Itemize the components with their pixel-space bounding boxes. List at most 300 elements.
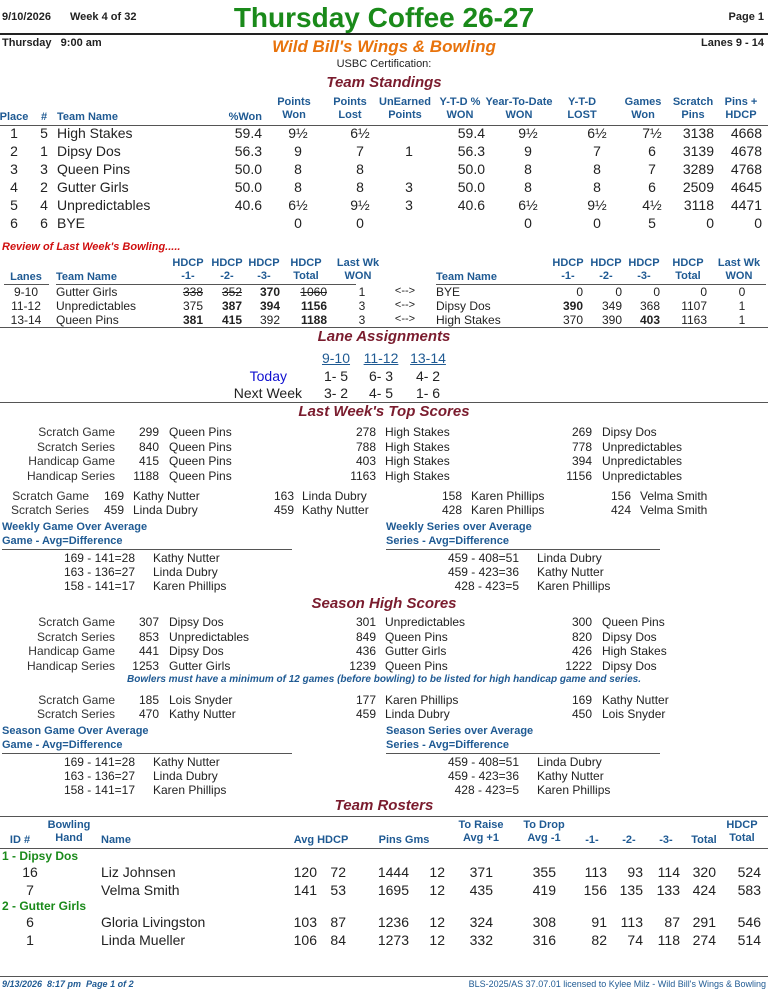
pins-hdcp: 0 bbox=[754, 215, 762, 231]
ytd-won: 8 bbox=[524, 161, 532, 177]
value-2: 177 bbox=[355, 693, 376, 707]
value-2: 278 bbox=[355, 425, 376, 439]
opp-hdcp-og3: 0 bbox=[653, 285, 660, 299]
opp-last-wk-won: 0 bbox=[738, 285, 746, 299]
score-label: Scratch Game bbox=[12, 489, 89, 503]
lastweek-title: Last Week's Top Scores bbox=[298, 403, 470, 420]
hdcp-total: 1060 bbox=[300, 285, 327, 299]
ytd-won: 8 bbox=[524, 179, 532, 195]
games-won: 7½ bbox=[642, 125, 662, 141]
place: 1 bbox=[10, 125, 18, 141]
bowler: Linda Dubry bbox=[153, 565, 218, 579]
ytd-pct: 50.0 bbox=[457, 179, 485, 195]
game-over-avg-rule bbox=[2, 753, 292, 754]
col-opp-hdcp-1: HDCP -1- bbox=[552, 257, 584, 282]
today-label: Today bbox=[249, 368, 287, 384]
value-3: 300 bbox=[571, 615, 592, 629]
to-raise: 371 bbox=[469, 864, 493, 880]
game-2: 135 bbox=[619, 882, 643, 898]
points-lost: 0 bbox=[356, 215, 364, 231]
next-week-matchup: 3- 2 bbox=[323, 385, 349, 401]
col-pins-hdcp: Pins + HDCP bbox=[724, 96, 758, 121]
game-3: 133 bbox=[656, 882, 680, 898]
rosters-top-rule bbox=[0, 816, 768, 817]
roster-team-name: 1 - Dipsy Dos bbox=[2, 849, 79, 863]
team-1: Queen Pins bbox=[169, 425, 232, 439]
rosters-header-rule bbox=[0, 848, 768, 849]
opp-team-name: BYE bbox=[436, 285, 461, 299]
unearned: 3 bbox=[405, 179, 413, 195]
col-avg-hdcp: Avg HDCP bbox=[293, 834, 349, 846]
place: 5 bbox=[10, 197, 18, 213]
next-week-label: Next Week bbox=[233, 385, 302, 401]
last-wk-won: 1 bbox=[358, 285, 366, 299]
points-won: 6½ bbox=[288, 197, 308, 213]
value-2: 1239 bbox=[349, 658, 376, 673]
score-label: Handicap Series bbox=[26, 468, 115, 483]
team-number: 3 bbox=[40, 161, 48, 177]
bowler-1: Lois Snyder bbox=[169, 693, 233, 707]
bowler: Kathy Nutter bbox=[153, 755, 220, 769]
lanes: 11-12 bbox=[11, 299, 41, 313]
game-over-avg-title: Season Game Over Average bbox=[2, 725, 149, 737]
value-3: 158 bbox=[441, 489, 462, 503]
col-opp-team-name: Team Name bbox=[436, 271, 497, 283]
col-id: ID # bbox=[9, 834, 31, 846]
opp-hdcp-og2: 390 bbox=[601, 313, 622, 327]
pins-hdcp: 4645 bbox=[730, 179, 762, 195]
pins: 1273 bbox=[377, 932, 409, 948]
team-1: Queen Pins bbox=[169, 439, 232, 454]
value-2: 788 bbox=[355, 439, 376, 454]
to-drop: 355 bbox=[532, 864, 556, 880]
team-3: Unpredictables bbox=[602, 454, 683, 468]
col-name: Name bbox=[101, 834, 131, 846]
col-opp-hdcp-total: HDCP Total bbox=[672, 257, 704, 282]
opp-hdcp-og1: 390 bbox=[562, 299, 583, 313]
hdcp-g2: 352 bbox=[221, 285, 242, 299]
bowler-2: Linda Dubry bbox=[385, 707, 450, 721]
difference: 158 - 141=17 bbox=[63, 783, 135, 797]
hdcp-g2: 387 bbox=[221, 299, 242, 313]
value-1: 470 bbox=[138, 707, 159, 721]
col-place: Place bbox=[0, 111, 29, 123]
bowler-3: Kathy Nutter bbox=[602, 693, 669, 707]
scratch-pins: 3139 bbox=[682, 143, 714, 159]
team-1: Unpredictables bbox=[169, 629, 250, 644]
team-3: Dipsy Dos bbox=[602, 658, 657, 673]
lane-pair-11-12: 11-12 bbox=[363, 350, 399, 366]
place: 6 bbox=[10, 215, 18, 231]
points-won: 8 bbox=[294, 161, 302, 177]
bowler: Linda Dubry bbox=[153, 769, 218, 783]
value-3: 778 bbox=[571, 439, 592, 454]
game-3: 118 bbox=[657, 932, 680, 948]
difference: 459 - 408=51 bbox=[447, 551, 519, 565]
score-label: Scratch Game bbox=[38, 425, 115, 439]
value-1: 185 bbox=[138, 693, 159, 707]
pct-won: 40.6 bbox=[234, 197, 262, 213]
games: 12 bbox=[429, 914, 445, 930]
team-number: 4 bbox=[40, 197, 48, 213]
last-wk-won: 3 bbox=[358, 299, 366, 313]
team-2: High Stakes bbox=[385, 425, 450, 439]
ytd-lost: 9½ bbox=[587, 197, 607, 213]
team-name: Dipsy Dos bbox=[57, 143, 121, 159]
value-2: 849 bbox=[355, 629, 376, 644]
col-team-name: Team Name bbox=[56, 271, 117, 283]
team-3: Queen Pins bbox=[602, 615, 665, 629]
bowler: Karen Phillips bbox=[153, 783, 227, 797]
lanes: 9-10 bbox=[13, 285, 39, 299]
hdcp-total: 1156 bbox=[300, 299, 327, 313]
games-won: 7 bbox=[648, 161, 656, 177]
col-opp-hdcp-2: HDCP -2- bbox=[590, 257, 622, 282]
pins: 1695 bbox=[377, 882, 409, 898]
value-2: 436 bbox=[355, 644, 376, 658]
difference: 158 - 141=17 bbox=[63, 579, 135, 593]
col-points-lost: Points Lost bbox=[333, 96, 367, 121]
value-1: 441 bbox=[138, 644, 159, 658]
unearned: 3 bbox=[405, 197, 413, 213]
opp-team-name: Dipsy Dos bbox=[436, 299, 491, 313]
hdcp-total: 514 bbox=[737, 932, 761, 948]
team-1: Dipsy Dos bbox=[169, 615, 224, 629]
value-2: 459 bbox=[273, 503, 294, 517]
col-last-wk-won: Last Wk WON bbox=[336, 257, 380, 282]
to-drop: 308 bbox=[532, 914, 556, 930]
ytd-won: 6½ bbox=[518, 197, 538, 213]
points-lost: 7 bbox=[356, 143, 364, 159]
to-raise: 435 bbox=[469, 882, 493, 898]
col-ytd-won: Year-To-Date WON bbox=[485, 96, 553, 121]
ytd-won: 0 bbox=[524, 215, 532, 231]
team-1: Gutter Girls bbox=[169, 658, 231, 673]
value-3: 1222 bbox=[565, 658, 592, 673]
bowler-id: 7 bbox=[26, 882, 34, 898]
value-2: 403 bbox=[355, 454, 376, 468]
value-4: 424 bbox=[610, 503, 631, 517]
col-hdcp-1: HDCP -1- bbox=[172, 257, 204, 282]
week-label: Week 4 of 32 bbox=[70, 11, 137, 23]
hdcp-g2: 415 bbox=[221, 313, 242, 327]
value-3: 394 bbox=[571, 454, 592, 468]
opp-hdcp-og3: 368 bbox=[639, 299, 660, 313]
game-1: 113 bbox=[584, 864, 607, 880]
team-1: Dipsy Dos bbox=[169, 644, 224, 658]
place: 2 bbox=[10, 143, 18, 159]
opp-hdcp-og1: 0 bbox=[576, 285, 583, 299]
hdcp-total: 1188 bbox=[300, 313, 327, 327]
difference: 459 - 423=36 bbox=[447, 769, 519, 783]
value-1: 307 bbox=[138, 615, 159, 629]
series-over-avg-rule bbox=[386, 549, 660, 550]
scratch-pins: 3289 bbox=[682, 161, 714, 177]
points-won: 8 bbox=[294, 179, 302, 195]
hdcp-total: 583 bbox=[737, 882, 761, 898]
col-hdcp-3: HDCP -3- bbox=[248, 257, 280, 282]
value-2: 459 bbox=[355, 707, 376, 721]
pins: 1444 bbox=[377, 864, 409, 880]
difference: 163 - 136=27 bbox=[63, 565, 135, 579]
value-1: 1253 bbox=[132, 658, 159, 673]
games-won: 6 bbox=[648, 143, 656, 159]
opp-team-name: High Stakes bbox=[436, 313, 501, 327]
pins-hdcp: 4678 bbox=[730, 143, 762, 159]
scratch-pins: 0 bbox=[706, 215, 714, 231]
average: 106 bbox=[293, 932, 317, 948]
footer-timestamp: 9/13/2026 8:17 pm Page 1 of 2 bbox=[2, 979, 134, 989]
game-1: 91 bbox=[591, 914, 607, 930]
value-1: 1188 bbox=[133, 468, 159, 483]
team-name: Unpredictables bbox=[56, 299, 137, 313]
team-number: 6 bbox=[40, 215, 48, 231]
team-3: High Stakes bbox=[602, 644, 667, 658]
average: 103 bbox=[293, 914, 317, 930]
hdcp-total: 546 bbox=[737, 914, 761, 930]
team-1: Queen Pins bbox=[169, 454, 232, 468]
points-lost: 8 bbox=[356, 161, 364, 177]
bowler-2: Kathy Nutter bbox=[302, 503, 369, 517]
value-3: 450 bbox=[571, 707, 592, 721]
today-matchup: 6- 3 bbox=[368, 368, 394, 384]
team-3: Dipsy Dos bbox=[602, 425, 657, 439]
value-3: 1156 bbox=[566, 468, 592, 483]
value-3: 428 bbox=[441, 503, 462, 517]
unearned: 1 bbox=[405, 143, 413, 159]
value-4: 156 bbox=[610, 489, 631, 503]
points-won: 9 bbox=[294, 143, 302, 159]
total: 424 bbox=[692, 882, 716, 898]
col-points-won: Points Won bbox=[277, 96, 311, 121]
bowler-1: Kathy Nutter bbox=[169, 707, 236, 721]
game-3: 114 bbox=[657, 864, 680, 880]
game-2: 93 bbox=[627, 864, 643, 880]
score-label: Scratch Series bbox=[36, 707, 115, 721]
points-lost: 6½ bbox=[350, 125, 370, 141]
bowler-1: Kathy Nutter bbox=[133, 489, 200, 503]
hdcp-total: 524 bbox=[737, 864, 761, 880]
team-2: High Stakes bbox=[385, 468, 450, 483]
season-title: Season High Scores bbox=[311, 595, 457, 612]
series-over-avg-title: Season Series over Average bbox=[386, 725, 534, 737]
opp-hdcp-og3: 403 bbox=[639, 313, 660, 327]
pins-hdcp: 4471 bbox=[730, 197, 762, 213]
opp-hdcp-og2: 349 bbox=[601, 299, 622, 313]
hdcp-g1: 381 bbox=[182, 313, 203, 327]
lane-pair-13-14: 13-14 bbox=[410, 350, 446, 366]
versus-arrow: <--> bbox=[394, 285, 416, 297]
bowler: Karen Phillips bbox=[153, 579, 227, 593]
col-games-won: Games Won bbox=[624, 96, 662, 121]
team-2: High Stakes bbox=[385, 439, 450, 454]
bowler-name: Linda Mueller bbox=[101, 932, 186, 948]
team-name: Gutter Girls bbox=[57, 179, 129, 195]
points-lost: 8 bbox=[356, 179, 364, 195]
average: 141 bbox=[293, 882, 317, 898]
team-name: Unpredictables bbox=[57, 197, 151, 213]
ytd-lost: 0 bbox=[593, 215, 601, 231]
games-won: 5 bbox=[648, 215, 656, 231]
bowler-3: Karen Phillips bbox=[471, 489, 545, 503]
versus-arrow: <--> bbox=[394, 313, 416, 325]
bowler-id: 16 bbox=[22, 864, 38, 880]
col-g3: -3- bbox=[659, 834, 673, 846]
pins-hdcp: 4768 bbox=[730, 161, 762, 177]
value-1: 415 bbox=[138, 454, 159, 468]
team-number: 1 bbox=[40, 143, 48, 159]
opp-hdcp-ototal: 1107 bbox=[681, 299, 707, 313]
season-note: Bowlers must have a minimum of 12 games (before bowling) to be listed for high handicap game and series. bbox=[127, 674, 641, 685]
bowler-name: Liz Johnsen bbox=[101, 864, 176, 880]
value-1: 169 bbox=[103, 489, 124, 503]
pct-won: 50.0 bbox=[234, 179, 262, 195]
series-over-avg-subtitle: Series - Avg=Difference bbox=[386, 739, 509, 751]
opp-hdcp-og2: 0 bbox=[615, 285, 622, 299]
team-number: 5 bbox=[40, 125, 48, 141]
pct-won: 59.4 bbox=[234, 125, 262, 141]
bowler-4: Velma Smith bbox=[640, 503, 708, 517]
ytd-pct: 50.0 bbox=[457, 161, 485, 177]
difference: 169 - 141=28 bbox=[63, 755, 135, 769]
col-ytd-pct: Y-T-D % WON bbox=[439, 96, 481, 121]
to-drop: 419 bbox=[532, 882, 556, 898]
bowler: Linda Dubry bbox=[537, 551, 602, 565]
col-to-raise: To Raise Avg +1 bbox=[458, 819, 504, 844]
score-label: Handicap Series bbox=[26, 658, 115, 673]
ytd-pct: 40.6 bbox=[457, 197, 485, 213]
value-3: 269 bbox=[571, 425, 592, 439]
score-label: Scratch Series bbox=[10, 503, 89, 517]
game-1: 82 bbox=[591, 932, 607, 948]
place: 4 bbox=[10, 179, 18, 195]
bowler-name: Velma Smith bbox=[101, 882, 180, 898]
difference: 169 - 141=28 bbox=[63, 551, 135, 565]
opp-hdcp-ototal: 0 bbox=[700, 285, 707, 299]
ytd-lost: 8 bbox=[593, 179, 601, 195]
team-3: Dipsy Dos bbox=[602, 629, 657, 644]
points-won: 9½ bbox=[288, 125, 308, 141]
games: 12 bbox=[429, 882, 445, 898]
opp-last-wk-won: 1 bbox=[738, 299, 746, 313]
handicap: 53 bbox=[330, 882, 346, 898]
difference: 428 - 423=5 bbox=[454, 783, 519, 797]
col-opp-hdcp-3: HDCP -3- bbox=[628, 257, 660, 282]
value-3: 426 bbox=[571, 644, 592, 658]
pins-hdcp: 4668 bbox=[730, 125, 762, 141]
game-over-avg-subtitle: Game - Avg=Difference bbox=[2, 535, 123, 547]
col-opp-last-wk-won: Last Wk WON bbox=[717, 257, 761, 282]
col-total: Total bbox=[691, 834, 717, 846]
score-label: Scratch Series bbox=[36, 439, 115, 454]
team-number: 2 bbox=[40, 179, 48, 195]
review-title: Review of Last Week's Bowling..... bbox=[2, 241, 181, 253]
bowler: Karen Phillips bbox=[537, 579, 611, 593]
next-week-matchup: 4- 5 bbox=[368, 385, 394, 401]
ytd-lost: 7 bbox=[593, 143, 601, 159]
bowler: Kathy Nutter bbox=[537, 565, 604, 579]
col-ytd-lost: Y-T-D LOST bbox=[567, 96, 597, 121]
col-bowling-hand: Bowling Hand bbox=[47, 819, 91, 844]
scratch-pins: 3118 bbox=[683, 197, 714, 213]
points-lost: 9½ bbox=[350, 197, 370, 213]
col-scratch-pins: Scratch Pins bbox=[672, 96, 714, 121]
col-g1: -1- bbox=[585, 834, 599, 846]
col-g2: -2- bbox=[622, 834, 636, 846]
game-over-avg-rule bbox=[2, 549, 292, 550]
value-3: 169 bbox=[571, 693, 592, 707]
lanes: 13-14 bbox=[10, 313, 42, 327]
value-1: 299 bbox=[138, 425, 159, 439]
difference: 459 - 423=36 bbox=[447, 565, 519, 579]
pct-won: 50.0 bbox=[234, 161, 262, 177]
bowler-3: Karen Phillips bbox=[471, 503, 545, 517]
lane-pair-9-10: 9-10 bbox=[321, 350, 351, 366]
standings-title: Team Standings bbox=[326, 74, 442, 91]
team-3: Unpredictables bbox=[602, 468, 683, 483]
today-matchup: 4- 2 bbox=[415, 368, 441, 384]
score-label: Scratch Game bbox=[38, 615, 115, 629]
games: 12 bbox=[429, 932, 445, 948]
handicap: 84 bbox=[330, 932, 346, 948]
total: 274 bbox=[692, 932, 716, 948]
series-over-avg-rule bbox=[386, 753, 660, 754]
team-2: High Stakes bbox=[385, 454, 450, 468]
score-label: Scratch Game bbox=[38, 693, 115, 707]
ytd-won: 9½ bbox=[518, 125, 538, 141]
next-week-matchup: 1- 6 bbox=[415, 385, 441, 401]
total: 320 bbox=[692, 864, 716, 880]
pins: 1236 bbox=[377, 914, 409, 930]
value-2: 301 bbox=[355, 615, 376, 629]
difference: 459 - 408=51 bbox=[447, 755, 519, 769]
footer-rule bbox=[0, 976, 768, 977]
team-2: Queen Pins bbox=[385, 629, 448, 644]
team-2: Unpredictables bbox=[385, 615, 466, 629]
bowler-id: 6 bbox=[26, 914, 34, 930]
last-wk-won: 3 bbox=[358, 313, 366, 327]
team-name: High Stakes bbox=[57, 125, 133, 141]
to-drop: 316 bbox=[532, 932, 556, 948]
points-won: 0 bbox=[294, 215, 302, 231]
handicap: 72 bbox=[330, 864, 346, 880]
game-over-avg-subtitle: Game - Avg=Difference bbox=[2, 739, 123, 751]
value-2: 163 bbox=[273, 489, 294, 503]
team-2: Queen Pins bbox=[385, 658, 448, 673]
handicap: 87 bbox=[330, 914, 346, 930]
team-1: Queen Pins bbox=[169, 468, 232, 483]
hdcp-g3: 392 bbox=[259, 313, 280, 327]
lanes-label: Lanes 9 - 14 bbox=[701, 37, 764, 49]
hdcp-g1: 338 bbox=[182, 285, 203, 299]
scratch-pins: 3138 bbox=[682, 125, 714, 141]
value-1: 853 bbox=[138, 629, 159, 644]
league-title: Thursday Coffee 26-27 bbox=[233, 2, 535, 33]
col-hdcp-2: HDCP -2- bbox=[211, 257, 243, 282]
pct-won: 56.3 bbox=[234, 143, 262, 159]
score-label: Handicap Game bbox=[28, 454, 115, 468]
col-team-name: Team Name bbox=[57, 111, 118, 123]
usbc-cert: USBC Certification: bbox=[336, 58, 432, 70]
bowler-name: Gloria Livingston bbox=[101, 914, 206, 930]
value-3: 820 bbox=[571, 629, 592, 644]
bowler: Linda Dubry bbox=[537, 755, 602, 769]
lane-assignments-title: Lane Assignments bbox=[317, 328, 451, 345]
bowler-id: 1 bbox=[26, 932, 34, 948]
games: 12 bbox=[429, 864, 445, 880]
rosters-title: Team Rosters bbox=[334, 797, 434, 814]
game-1: 156 bbox=[583, 882, 607, 898]
